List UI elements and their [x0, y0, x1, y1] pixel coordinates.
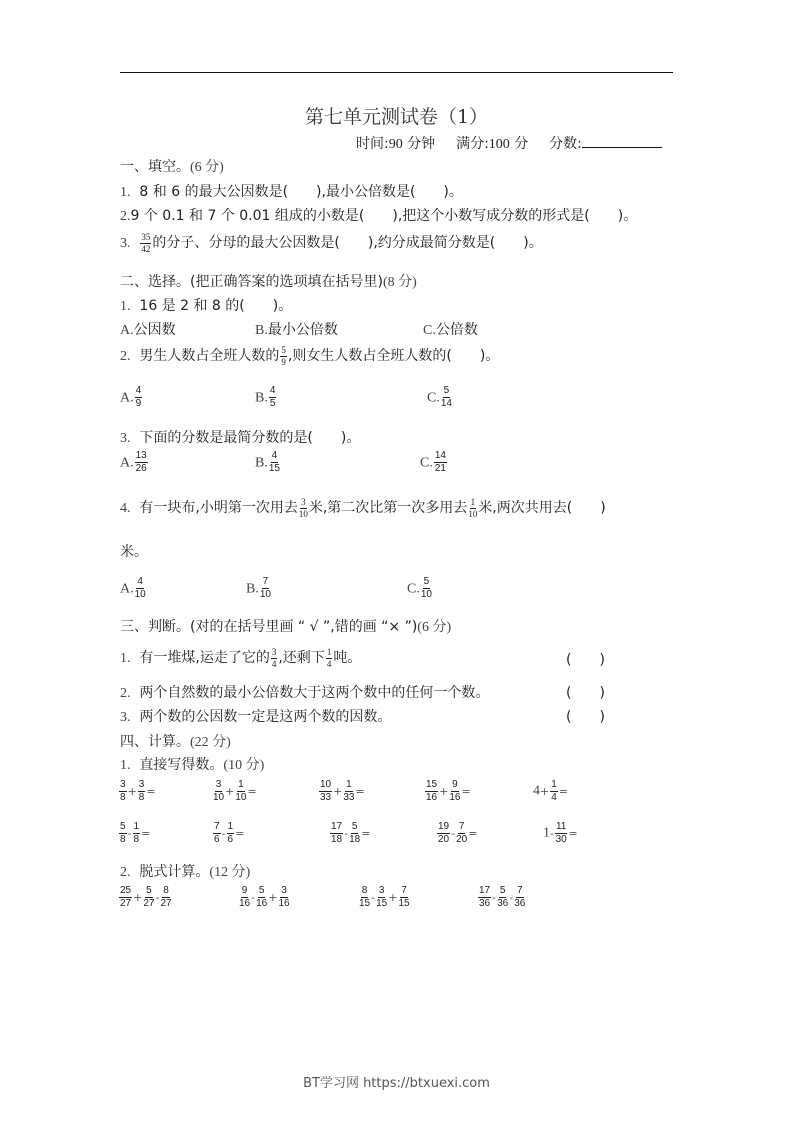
time-value: 90 — [388, 137, 403, 152]
q-num: 1. — [120, 758, 131, 773]
score-blank[interactable] — [582, 133, 662, 148]
s2-q2 — [120, 345, 499, 367]
time-unit: 分钟 — [402, 136, 436, 152]
s1-q1 — [120, 181, 463, 201]
calc-item[interactable]: $\frac{3}{10}$ + $\frac{1}{10}$ = — [213, 779, 257, 803]
header-rule — [120, 72, 673, 73]
q-text: 有一块布,小明第一次用去 — [139, 500, 298, 516]
q-text: 吨。 — [333, 650, 362, 666]
option-text: 最小公倍数 — [267, 322, 338, 338]
calc-item[interactable]: $\frac{17}{18}$ - $\frac{5}{18}$ = — [331, 821, 371, 845]
q-text: 米,第二次比第一次多用去 — [308, 500, 468, 516]
section4-heading — [120, 731, 231, 751]
s1-q3 — [120, 232, 543, 254]
option-label: A. — [120, 323, 134, 338]
q-num: 1. — [120, 651, 131, 666]
q-text: ,还剩下 — [278, 650, 325, 666]
q-text: 直接写得数。 — [139, 757, 224, 773]
section4-title: 四、计算。 — [120, 734, 190, 750]
time-label: 时间: — [356, 136, 389, 152]
s2-q4-option-b[interactable]: B. $\frac{7}{10}$ — [246, 576, 271, 600]
s2-q4-option-a[interactable]: A. $\frac{4}{10}$ — [120, 576, 146, 600]
part-points: (10 分) — [223, 758, 265, 773]
option-label: B. — [255, 323, 268, 338]
fraction: $\frac{4}{9}$ — [135, 385, 142, 409]
fraction: $\frac{4}{10}$ — [134, 576, 146, 600]
page-title: 第七单元测试卷（1） — [304, 106, 489, 128]
q-num: 3. — [120, 431, 131, 446]
q-text: 两个自然数的最小公倍数大于这两个数中的任何一个数。 — [139, 685, 490, 701]
fraction: $\frac{5}{14}$ — [440, 385, 452, 409]
calc-item[interactable]: $\frac{19}{20}$ - $\frac{7}{20}$ = — [438, 821, 478, 845]
q-text: 下面的分数是最简分数的是( )。 — [139, 430, 361, 446]
section2-points: (8 分) — [382, 275, 417, 290]
section2-title: 二、选择。(把正确答案的选项填在括号里) — [120, 274, 383, 290]
calc-item[interactable]: $\frac{17}{36}$ - $\frac{5}{36}$ - $\frac{7}{36}$ — [479, 885, 526, 909]
s2-q3-option-c[interactable]: C. $\frac{14}{21}$ — [420, 450, 446, 474]
q-num: 2. — [120, 349, 131, 364]
fraction: $\frac{1}{10}$ — [468, 496, 478, 519]
s2-q4-cont: 米。 — [120, 544, 148, 560]
section3-heading — [120, 616, 451, 636]
option-label: C. — [423, 323, 436, 338]
footer-watermark: BT学习网 https://btxuexi.com — [303, 1076, 490, 1091]
q-text: 9 个 0.1 和 7 个 0.01 组成的小数是( ),把这个小数写成分数的形式是( )。 — [130, 208, 638, 224]
fraction: $\frac{1}{4}$ — [326, 646, 332, 669]
option-text: 公倍数 — [435, 322, 478, 338]
s4-part2-heading — [120, 861, 250, 881]
s2-q3 — [120, 427, 360, 447]
calc-item[interactable]: $\frac{10}{33}$ + $\frac{1}{33}$ = — [320, 779, 365, 803]
full-value: 100 — [488, 137, 510, 152]
s2-q2-option-b[interactable]: B. $\frac{4}{5}$ — [255, 385, 276, 409]
fraction: $\frac{7}{10}$ — [259, 576, 271, 600]
s3-q3-answer-box[interactable]: ( ) — [566, 709, 605, 725]
fraction: $\frac{4}{5}$ — [269, 385, 276, 409]
s2-q3-option-a[interactable]: A. $\frac{13}{26}$ — [120, 450, 147, 474]
calc-item[interactable]: $\frac{3}{8}$ + $\frac{3}{8}$ = — [120, 779, 156, 803]
calc-item[interactable]: $\frac{8}{15}$ - $\frac{3}{15}$ + $\frac{7}{15}$ — [359, 885, 410, 909]
s3-q2 — [120, 682, 489, 702]
q-text: 的分子、分母的最大公因数是( ),约分成最简分数是( )。 — [152, 235, 543, 251]
fraction: $\frac{3}{10}$ — [298, 496, 308, 519]
calc-item[interactable]: 1- $\frac{11}{30}$ = — [543, 821, 578, 845]
s3-q1 — [120, 647, 361, 669]
s2-q3-option-b[interactable]: B. $\frac{4}{15}$ — [255, 450, 280, 474]
s1-q2 — [120, 205, 637, 225]
exam-meta — [356, 133, 662, 153]
s3-q3 — [120, 706, 391, 726]
full-label: 满分: — [456, 136, 489, 152]
s2-q2-option-c[interactable]: C. $\frac{5}{14}$ — [427, 385, 452, 409]
q-num: 2. — [120, 209, 131, 224]
section1-heading — [120, 156, 224, 176]
calc-item[interactable]: $\frac{15}{16}$ + $\frac{9}{16}$ = — [426, 779, 471, 803]
fraction: $\frac{35}{42}$ — [141, 231, 151, 254]
option-text: 公因数 — [133, 322, 176, 338]
calc-item[interactable]: $\frac{9}{16}$ - $\frac{5}{16}$ + $\frac{3}{16}$ — [239, 885, 290, 909]
calc-item[interactable]: $\frac{25}{27}$ + $\frac{5}{27}$ - $\frac{8}{27}$ — [120, 885, 172, 909]
s2-q1 — [120, 295, 292, 315]
s2-q4 — [120, 497, 606, 519]
calc-item[interactable]: $\frac{7}{6}$ - $\frac{1}{6}$ = — [214, 821, 245, 845]
section2-heading — [120, 271, 417, 291]
q-num: 1. — [120, 299, 131, 314]
q-text: 16 是 2 和 8 的( )。 — [139, 298, 293, 314]
s4-part1-heading — [120, 754, 264, 774]
s3-q1-answer-box[interactable]: ( ) — [566, 652, 605, 668]
fraction: $\frac{4}{15}$ — [268, 450, 280, 474]
fraction: $\frac{5}{9}$ — [281, 344, 286, 367]
s2-q4-option-c[interactable]: C. $\frac{5}{10}$ — [407, 576, 432, 600]
section3-title: 三、判断。(对的在括号里画 “ √ ”,错的画 “× ”) — [120, 619, 418, 635]
fraction: $\frac{3}{4}$ — [271, 646, 277, 669]
calc-item[interactable]: 4+ $\frac{1}{4}$ = — [533, 779, 568, 803]
score-label: 分数: — [549, 136, 582, 152]
part-points: (12 分) — [209, 865, 251, 880]
s2-q1-option-a[interactable] — [120, 319, 176, 339]
q-num: 3. — [120, 710, 131, 725]
s2-q1-option-b[interactable] — [255, 319, 338, 339]
q-num: 3. — [120, 236, 131, 251]
q-text: 有一堆煤,运走了它的 — [139, 650, 270, 666]
fraction: $\frac{13}{26}$ — [135, 450, 147, 474]
q-text: 脱式计算。 — [139, 864, 210, 880]
section4-points: (22 分) — [190, 735, 231, 750]
q-num: 4. — [120, 501, 131, 516]
q-num: 2. — [120, 865, 131, 880]
q-num: 1. — [120, 185, 131, 200]
q-text: ,则女生人数占全班人数的( )。 — [287, 348, 500, 364]
s3-q2-answer-box[interactable]: ( ) — [566, 685, 605, 701]
q-num: 2. — [120, 686, 131, 701]
s2-q1-option-c[interactable] — [423, 319, 478, 339]
calc-item[interactable]: $\frac{5}{8}$ - $\frac{1}{8}$ = — [120, 821, 151, 845]
section1-title: 一、填空。 — [120, 159, 190, 175]
fraction: $\frac{14}{21}$ — [434, 450, 446, 474]
section3-points: (6 分) — [417, 620, 452, 635]
section1-points: (6 分) — [190, 160, 224, 175]
q-text: 两个数的公因数一定是这两个数的因数。 — [139, 709, 392, 725]
s2-q2-option-a[interactable]: A. $\frac{4}{9}$ — [120, 385, 142, 409]
full-unit: 分 — [509, 136, 529, 152]
q-text: 米,两次共用去( ) — [478, 500, 606, 516]
fraction: $\frac{5}{10}$ — [420, 576, 432, 600]
q-text: 8 和 6 的最大公因数是( ),最小公倍数是( )。 — [139, 184, 463, 200]
q-text: 男生人数占全班人数的 — [139, 348, 280, 364]
